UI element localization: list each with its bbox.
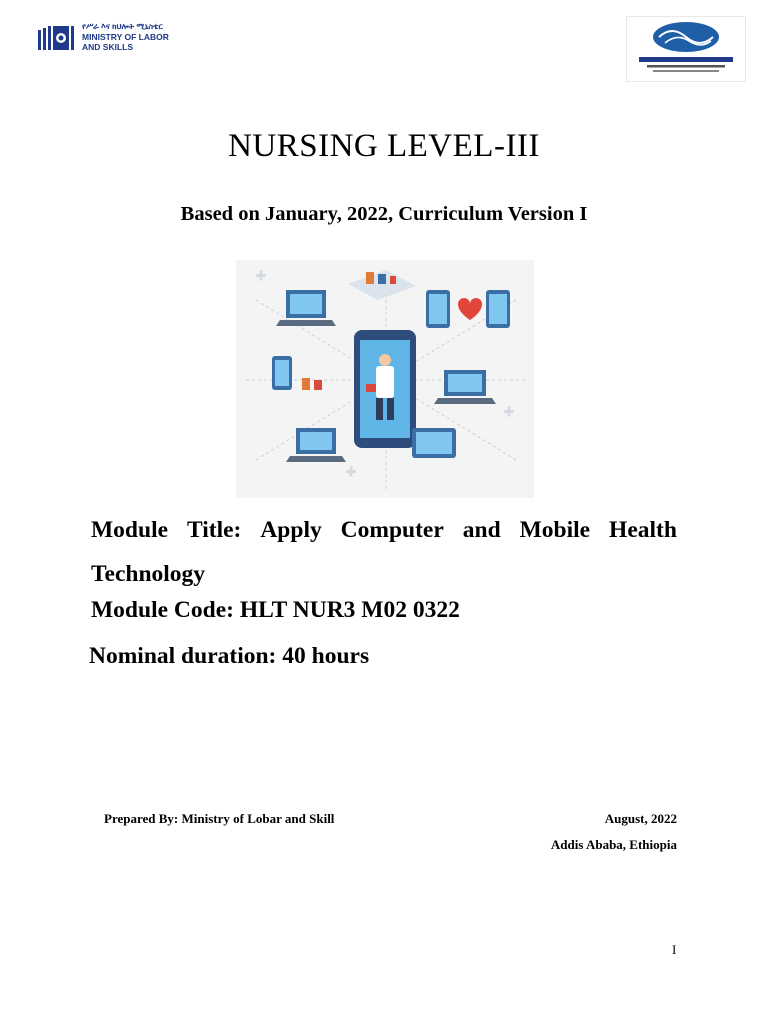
curriculum-subtitle: Based on January, 2022, Curriculum Version I: [180, 203, 588, 225]
laptop-icon: [434, 370, 496, 404]
module-title: [91, 508, 677, 596]
module-title-word: Title:: [186, 517, 242, 543]
ministry-amharic-name: የሥራ እና ክህሎት ሚኒስቴር: [82, 22, 163, 31]
ministry-emblem-icon: [38, 26, 78, 52]
publication-date: August, 2022: [604, 811, 677, 826]
publication-place: Addis Ababa, Ethiopia: [550, 837, 677, 852]
ministry-of-labor-logo: [38, 20, 188, 58]
module-title-line2: Technology: [91, 561, 206, 587]
ministry-name-line2: AND SKILLS: [82, 42, 133, 52]
medicine-icon: [348, 270, 416, 300]
prepared-by: Prepared By: Ministry of Lobar and Skill: [104, 811, 335, 826]
laptop-icon: [286, 428, 346, 462]
module-title-word: Mobile: [519, 517, 591, 543]
laptop-icon: [276, 290, 336, 326]
page-number: I: [672, 942, 677, 957]
tablet-icon: [412, 428, 456, 458]
module-title-word: Apply: [260, 517, 322, 543]
heart-icon: [458, 298, 482, 320]
document-title: NURSING LEVEL-III: [228, 128, 540, 164]
tablet-icon: [272, 356, 322, 390]
smartphone-icon: [354, 330, 416, 448]
ministry-name-line1: MINISTRY OF LABOR: [82, 32, 169, 42]
module-title-word: Computer: [340, 517, 444, 543]
ministry-of-health-logo-icon: [627, 17, 745, 81]
telemedicine-illustration: [236, 260, 534, 498]
module-title-word: Health: [609, 517, 677, 543]
nominal-duration: Nominal duration: 40 hours: [89, 643, 370, 669]
module-title-word: and: [462, 517, 501, 543]
ministry-of-health-logo: [626, 16, 746, 82]
module-code: Module Code: HLT NUR3 M02 0322: [91, 597, 460, 623]
module-title-word: Module: [91, 517, 169, 543]
tablet-icon: [426, 290, 510, 328]
